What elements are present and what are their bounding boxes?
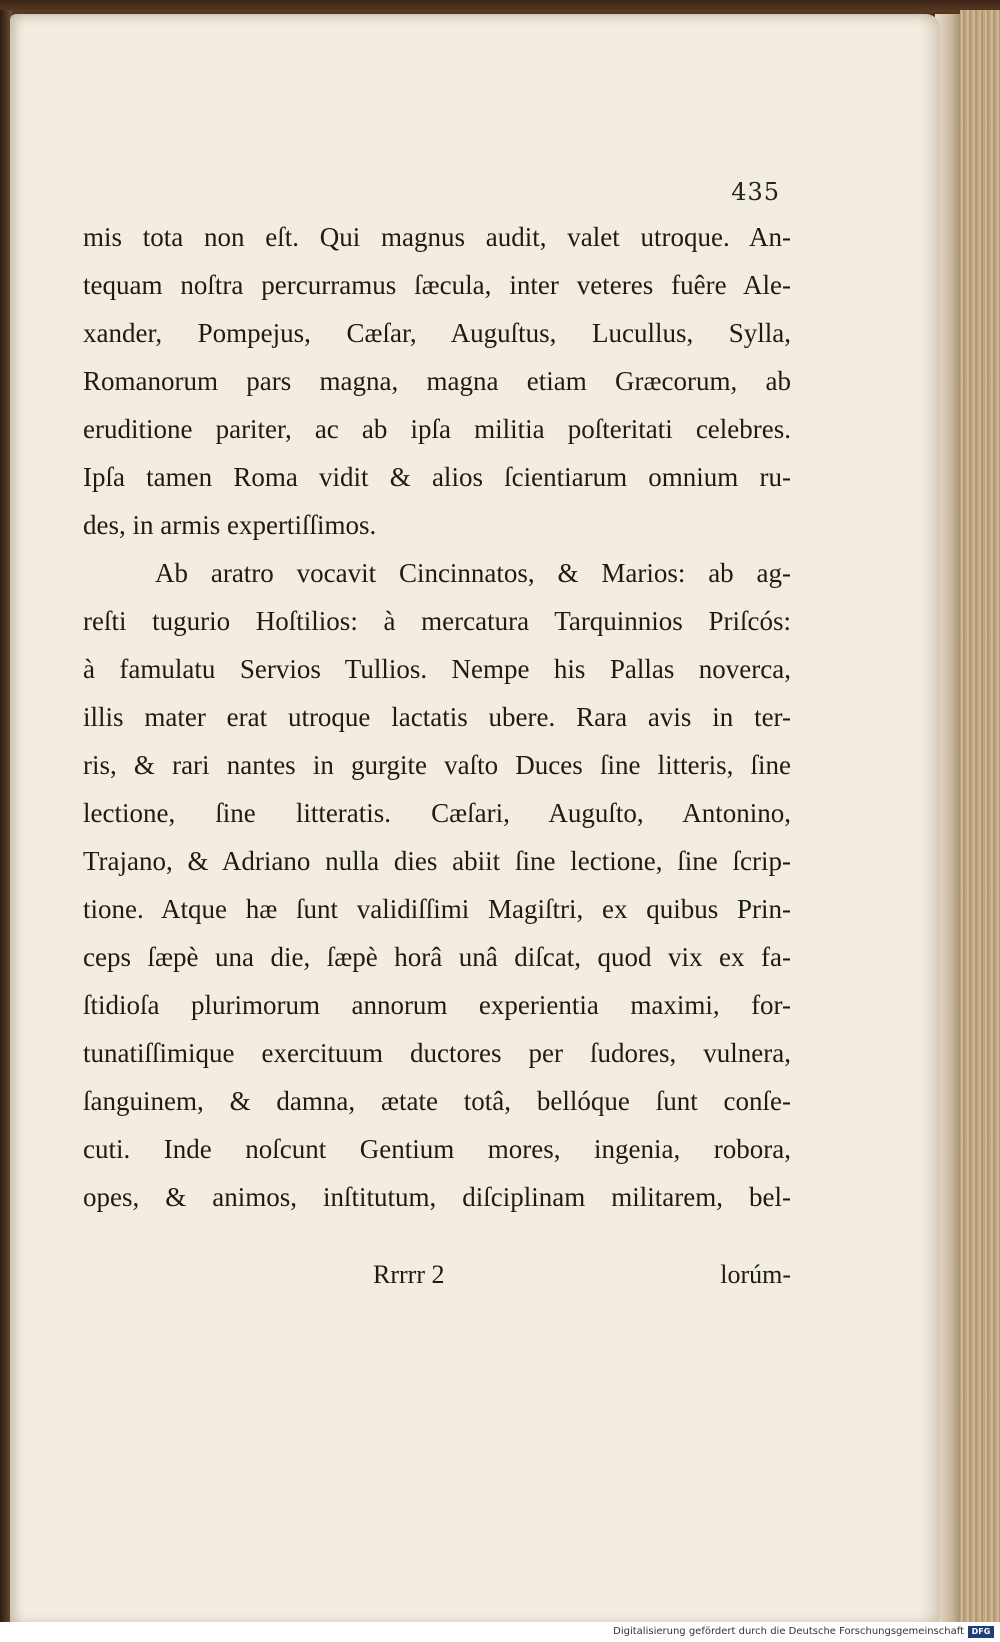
text-line: des, in armis expertiſſimos. [83,510,377,540]
text-line: Romanorum pars magna, magna etiam Græcorum, ab [83,366,791,396]
page-footer [83,1260,791,1300]
text-line: ſtidioſa plurimorum annorum experientia maximi, for- [83,990,791,1020]
text-line: reſti tugurio Hoſtilios: à mercatura Tarquinnios Priſcós: [83,606,791,636]
page-number: 435 [731,178,780,206]
text-line: illis mater erat utroque lactatis ubere. Rara avis in ter- [83,702,791,732]
credit-bar [0,1622,1000,1642]
text-line: ceps ſæpè una die, ſæpè horâ unâ diſcat, quod vix ex fa- [83,942,791,972]
body-text [83,213,791,1221]
text-line: eruditione pariter, ac ab ipſa militia poſteritati celebres. [83,414,791,444]
text-line: cuti. Inde noſcunt Gentium mores, ingenia, robora, [83,1134,791,1164]
text-line: lectione, ſine litteratis. Cæſari, Auguſto, Antonino, [83,798,791,828]
text-line: tunatiſſimique exercituum ductores per ſudores, vulnera, [83,1038,791,1068]
credit-text: Digitalisierung gefördert durch die Deutsche Forschungsgemeinschaft [613,1626,964,1637]
text-line: ris, & rari nantes in gurgite vaſto Duces ſine litteris, ſine [83,750,791,780]
text-line: opes, & animos, inſtitutum, diſciplinam militarem, bel- [83,1182,791,1212]
text-line: Ipſa tamen Roma vidit & alios ſcientiarum omnium ru- [83,462,791,492]
fore-edge [960,10,1000,1630]
text-line: tequam noſtra percurramus ſæcula, inter veteres fuêre Ale- [83,270,791,300]
signature-mark: Rrrrr 2 [373,1260,445,1289]
text-line: ſanguinem, & damna, ætate totâ, bellóque ſunt conſe- [83,1086,791,1116]
text-line: mis tota non eſt. Qui magnus audit, valet utroque. An- [83,222,791,252]
text-line: xander, Pompejus, Cæſar, Auguſtus, Lucullus, Sylla, [83,318,791,348]
dfg-logo: DFG [968,1626,994,1638]
catchword: lorúm- [720,1260,791,1289]
text-line: tione. Atque hæ ſunt validiſſimi Magiſtri, ex quibus Prin- [83,894,791,924]
text-line: à famulatu Servios Tullios. Nempe his Pallas noverca, [83,654,791,684]
text-line: Trajano, & Adriano nulla dies abiit ſine lectione, ſine ſcrip- [83,846,791,876]
paragraph-start-line: Ab aratro vocavit Cincinnatos, & Marios: ab ag- [155,558,791,588]
